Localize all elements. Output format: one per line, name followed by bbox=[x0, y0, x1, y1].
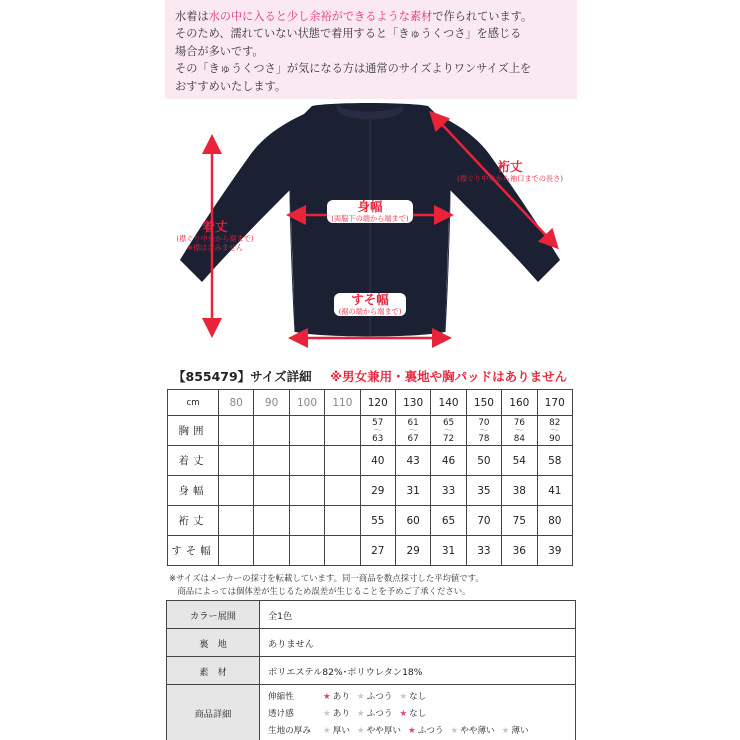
size-header-140: 140 bbox=[431, 390, 466, 416]
size-cell bbox=[289, 476, 324, 506]
size-cell bbox=[219, 476, 254, 506]
attribute-option bbox=[399, 707, 426, 719]
size-cell: 50 bbox=[466, 446, 501, 476]
star-icon: ★ bbox=[356, 725, 365, 736]
size-cell bbox=[254, 476, 289, 506]
garment-diagram bbox=[0, 100, 740, 362]
size-cell bbox=[254, 506, 289, 536]
size-cell: 40 bbox=[360, 446, 395, 476]
star-icon: ★ bbox=[450, 725, 459, 736]
star-icon: ★ bbox=[356, 691, 365, 702]
size-cell bbox=[289, 536, 324, 566]
size-cell: 39 bbox=[537, 536, 572, 566]
size-cell: 36 bbox=[502, 536, 537, 566]
attribute-option bbox=[502, 724, 529, 736]
size-cell: 31 bbox=[395, 476, 430, 506]
size-header-150: 150 bbox=[466, 390, 501, 416]
sleeve-label bbox=[440, 160, 580, 183]
size-cell bbox=[325, 446, 360, 476]
sleeve-title: 裄丈 bbox=[497, 159, 523, 174]
product-info-table bbox=[166, 600, 576, 740]
notice-text: 水着は bbox=[175, 10, 209, 23]
size-row bbox=[168, 536, 573, 566]
size-cell bbox=[219, 446, 254, 476]
attribute-option bbox=[323, 724, 350, 736]
attribute-option-text: あり bbox=[332, 691, 350, 702]
size-cell: 31 bbox=[431, 536, 466, 566]
info-row-material bbox=[167, 657, 576, 685]
star-icon: ★ bbox=[408, 725, 416, 736]
size-cell bbox=[219, 506, 254, 536]
attribute-option bbox=[451, 724, 495, 736]
size-header-80: 80 bbox=[219, 390, 254, 416]
attribute-option bbox=[357, 707, 393, 719]
attribute-option-text: あり bbox=[332, 708, 350, 719]
size-header-row bbox=[168, 390, 573, 416]
size-cell bbox=[502, 416, 537, 446]
size-cell: 55 bbox=[360, 506, 395, 536]
range-value: 78 bbox=[478, 433, 490, 444]
color-label: カラー展開 bbox=[167, 601, 260, 629]
size-row bbox=[168, 416, 573, 446]
star-icon: ★ bbox=[323, 691, 331, 702]
size-cell: 65 bbox=[431, 506, 466, 536]
size-row bbox=[168, 506, 573, 536]
attribute-name: 透け感 bbox=[268, 708, 294, 719]
range-value: 65 bbox=[442, 417, 455, 428]
range-separator: 〜 bbox=[514, 425, 524, 436]
size-cell: 75 bbox=[502, 506, 537, 536]
notice-text: その「きゅうくつさ」が気になる方は通常のサイズよりワンサイズ上を bbox=[175, 62, 532, 76]
size-row bbox=[168, 476, 573, 506]
size-cell bbox=[254, 416, 289, 446]
range-separator: 〜 bbox=[373, 425, 383, 436]
sizing-notice bbox=[165, 0, 577, 99]
star-icon: ★ bbox=[323, 708, 331, 719]
range-separator: 〜 bbox=[550, 425, 560, 436]
lining-value: ありません bbox=[260, 629, 576, 657]
info-row-color bbox=[167, 601, 576, 629]
details-value bbox=[260, 685, 576, 740]
size-cell: 38 bbox=[502, 476, 537, 506]
attribute-option-text: やや薄い bbox=[460, 725, 495, 736]
size-row-label: 身幅 bbox=[168, 476, 219, 506]
size-header-130: 130 bbox=[395, 390, 430, 416]
sleeve-sub: (襟ぐり中央から袖口までの長さ) bbox=[456, 174, 564, 183]
size-row-label: 着丈 bbox=[168, 446, 219, 476]
attribute-option-text: ふつう bbox=[366, 691, 393, 702]
size-cell bbox=[289, 506, 324, 536]
star-icon: ★ bbox=[356, 708, 365, 719]
attribute-option-text: やや厚い bbox=[366, 725, 402, 736]
size-row bbox=[168, 446, 573, 476]
attribute-option bbox=[323, 690, 350, 702]
size-cell: 27 bbox=[360, 536, 395, 566]
attribute-row bbox=[268, 687, 575, 704]
size-cell: 54 bbox=[502, 446, 537, 476]
notice-highlight: 水の中に入ると少し余裕ができるような素材 bbox=[208, 10, 433, 23]
info-row-lining bbox=[167, 629, 576, 657]
size-header-90: 90 bbox=[254, 390, 289, 416]
notice-text: 場合が多いです。 bbox=[175, 44, 264, 58]
size-footnote bbox=[169, 572, 484, 598]
width-sub: (両脇下の端から端まで) bbox=[331, 214, 409, 223]
size-cell bbox=[325, 476, 360, 506]
size-header-110: 110 bbox=[325, 390, 360, 416]
material-value: ポリエステル82%･ポリウレタン18% bbox=[260, 657, 576, 685]
size-cell: 70 bbox=[466, 506, 501, 536]
notice-line bbox=[175, 25, 567, 42]
size-cell bbox=[395, 416, 430, 446]
range-value: 72 bbox=[442, 433, 455, 444]
size-cell: 33 bbox=[466, 536, 501, 566]
range-value: 82 bbox=[549, 417, 561, 428]
width-title: 身幅 bbox=[357, 199, 383, 214]
size-cell: 43 bbox=[395, 446, 430, 476]
size-cell: 58 bbox=[537, 446, 572, 476]
size-cell bbox=[254, 536, 289, 566]
range-value: 61 bbox=[407, 417, 419, 428]
unit-cell: cm bbox=[168, 390, 219, 416]
attribute-row bbox=[268, 721, 575, 738]
attribute-option-text: ふつう bbox=[417, 725, 444, 736]
attribute-option bbox=[399, 690, 426, 702]
footnote-line: ※サイズはメーカーの採寸を転載しています。同一商品を数点採寸した平均値です。 bbox=[169, 573, 484, 583]
size-cell: 80 bbox=[537, 506, 572, 536]
attribute-option-text: なし bbox=[409, 691, 427, 702]
attribute-option-text: ふつう bbox=[366, 708, 393, 719]
range-value: 57 bbox=[372, 417, 384, 428]
range-value: 76 bbox=[513, 417, 525, 428]
rash-guard-illustration bbox=[0, 100, 740, 362]
footnote-line: 商品によっては個体差が生じるため誤差が生じることを予めご了承ください。 bbox=[169, 586, 471, 596]
size-detail-title: 【855479】サイズ詳細 bbox=[173, 369, 312, 384]
size-row-label: すそ幅 bbox=[168, 536, 219, 566]
notice-line bbox=[175, 78, 567, 95]
size-cell bbox=[325, 416, 360, 446]
size-cell: 60 bbox=[395, 506, 430, 536]
info-row-details bbox=[167, 685, 576, 740]
size-table bbox=[167, 389, 573, 566]
range-separator: 〜 bbox=[479, 425, 489, 436]
attribute-name: 伸縮性 bbox=[268, 691, 294, 702]
notice-line bbox=[175, 8, 567, 25]
attribute-option-text: なし bbox=[409, 708, 427, 719]
range-value: 90 bbox=[549, 433, 561, 444]
length-note: ※襟は含みません bbox=[186, 243, 244, 252]
size-cell: 41 bbox=[537, 476, 572, 506]
star-icon: ★ bbox=[501, 725, 510, 736]
attribute-option bbox=[408, 724, 444, 736]
notice-text: で作られています。 bbox=[432, 10, 533, 23]
size-cell bbox=[219, 536, 254, 566]
attribute-option bbox=[357, 690, 393, 702]
hem-label bbox=[330, 293, 410, 318]
size-header-100: 100 bbox=[289, 390, 324, 416]
attribute-option-text: 薄い bbox=[511, 725, 529, 736]
size-cell bbox=[325, 536, 360, 566]
color-value: 全1色 bbox=[260, 601, 576, 629]
range-separator: 〜 bbox=[408, 425, 418, 436]
size-cell bbox=[219, 416, 254, 446]
length-sub: (襟ぐり中央から裾まで) bbox=[176, 234, 254, 243]
size-row-label: 胸囲 bbox=[168, 416, 219, 446]
size-cell bbox=[289, 416, 324, 446]
size-cell: 29 bbox=[395, 536, 430, 566]
material-label: 素 材 bbox=[167, 657, 260, 685]
size-cell bbox=[360, 416, 395, 446]
star-icon: ★ bbox=[399, 691, 408, 702]
size-cell: 46 bbox=[431, 446, 466, 476]
size-cell bbox=[466, 416, 501, 446]
size-header-160: 160 bbox=[502, 390, 537, 416]
size-cell bbox=[254, 446, 289, 476]
size-cell bbox=[325, 506, 360, 536]
hem-sub: (裾の端から端まで) bbox=[338, 307, 402, 316]
size-header-120: 120 bbox=[360, 390, 395, 416]
attribute-row bbox=[268, 704, 575, 721]
length-label bbox=[162, 220, 268, 252]
size-cell: 29 bbox=[360, 476, 395, 506]
attribute-option bbox=[323, 707, 350, 719]
size-cell bbox=[431, 416, 466, 446]
notice-line bbox=[175, 43, 567, 60]
notice-text: そのため、濡れていない状態で着用すると「きゅうくつさ」を感じる bbox=[175, 27, 522, 41]
attribute-option bbox=[357, 724, 401, 736]
size-cell bbox=[537, 416, 572, 446]
width-label bbox=[322, 200, 418, 225]
hem-title: すそ幅 bbox=[351, 292, 389, 307]
range-value: 67 bbox=[407, 433, 419, 444]
notice-line bbox=[175, 60, 567, 77]
range-value: 63 bbox=[372, 433, 384, 444]
size-header-170: 170 bbox=[537, 390, 572, 416]
star-icon: ★ bbox=[399, 708, 408, 719]
length-title: 着丈 bbox=[202, 219, 228, 234]
size-cell: 35 bbox=[466, 476, 501, 506]
details-label: 商品詳細 bbox=[167, 685, 260, 740]
size-detail-note: ※男女兼用・裏地や胸パッドはありません bbox=[330, 369, 568, 384]
range-separator: 〜 bbox=[444, 425, 453, 436]
lining-label: 裏 地 bbox=[167, 629, 260, 657]
range-value: 70 bbox=[478, 417, 490, 428]
size-cell bbox=[289, 446, 324, 476]
range-value: 84 bbox=[513, 433, 525, 444]
attribute-name: 生地の厚み bbox=[268, 725, 311, 736]
attribute-option-text: 厚い bbox=[332, 725, 350, 736]
size-row-label: 裄丈 bbox=[168, 506, 219, 536]
star-icon: ★ bbox=[323, 725, 331, 736]
notice-text: おすすめいたします。 bbox=[175, 79, 287, 93]
size-cell: 33 bbox=[431, 476, 466, 506]
